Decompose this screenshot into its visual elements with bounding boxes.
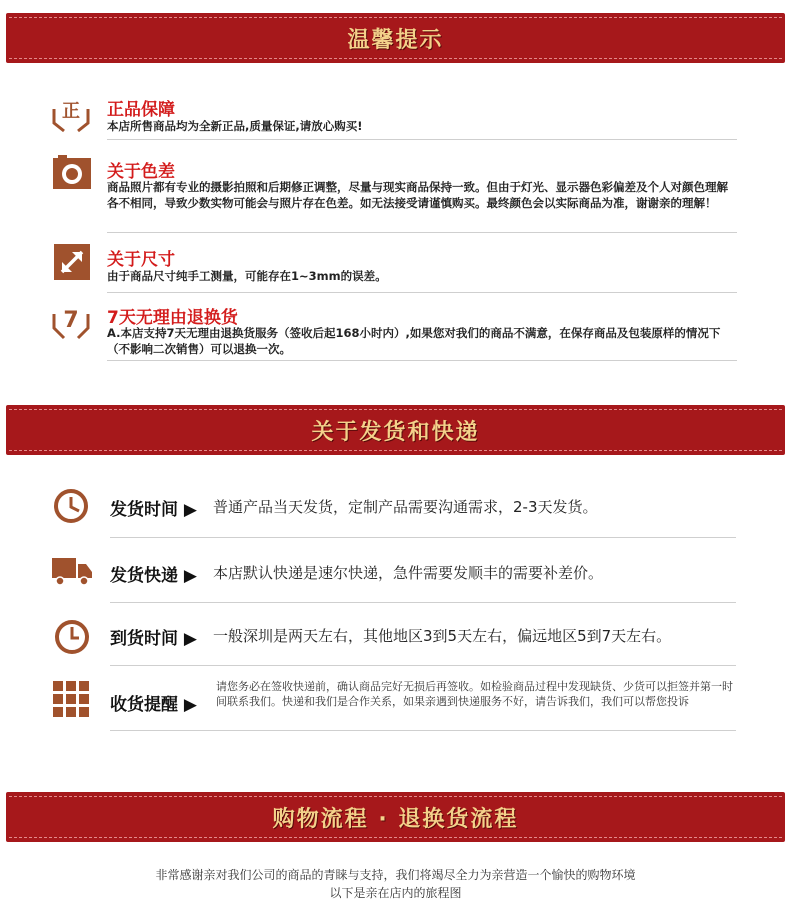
- shipping-banner-title: 关于发货和快递: [311, 420, 480, 445]
- shipping-text-dispatch: 普通产品当天发货，定制产品需要沟通需求，2-3天发货。: [213, 498, 598, 516]
- flow-banner: [6, 792, 785, 842]
- divider: [107, 360, 737, 361]
- notice-title-return: 7天无理由退换货: [107, 308, 238, 328]
- shipping-label-dispatch: 发货时间 ▶: [110, 500, 197, 520]
- camera-icon: [52, 154, 92, 190]
- resize-arrow-icon: [54, 244, 90, 280]
- shipping-banner: [6, 405, 785, 455]
- divider: [110, 537, 736, 538]
- flow-banner-title: 购物流程 · 退换货流程: [272, 807, 519, 832]
- notice-banner: [6, 13, 785, 63]
- notice-banner-title: 温馨提示: [347, 28, 444, 53]
- divider: [110, 730, 736, 731]
- shipping-text-receipt: 请您务必在签收快递前，确认商品完好无损后再签收。如检验商品过程中发现缺货、少货可以拒签并第一时间联系我们。快递和我们是合作关系，如果亲遇到快递服务不好，请告诉我们，我们可以帮您投诉: [216, 680, 733, 708]
- notice-text-color: 商品照片都有专业的摄影拍照和后期修正调整，尽量与现实商品保持一致。但由于灯光、显示器色彩偏差及个人对颜色理解各不相同，导致少数实物可能会与照片存在色差。如无法接受请谨慎购买。最终颜色会以实际商品为准，谢谢亲的理解！: [107, 180, 728, 210]
- genuine-hands-icon: [50, 95, 92, 133]
- notice-text-size: 由于商品尺寸纯手工测量，可能存在1~3mm的误差。: [107, 269, 387, 283]
- notice-title-genuine: 正品保障: [107, 100, 175, 120]
- notice-text-genuine: 本店所售商品均为全新正品,质量保证,请放心购买!: [107, 119, 363, 133]
- grid-icon: [53, 681, 89, 717]
- divider: [107, 139, 737, 140]
- svg-text:正: 正: [62, 101, 80, 122]
- shipping-label-receipt: 收货提醒 ▶: [110, 695, 197, 715]
- divider: [107, 292, 737, 293]
- notice-title-color: 关于色差: [107, 162, 175, 182]
- shipping-text-courier: 本店默认快递是速尔快递，急件需要发顺丰的需要补差价。: [213, 564, 604, 582]
- divider: [107, 232, 737, 233]
- shipping-label-courier: 发货快递 ▶: [110, 566, 197, 586]
- footer-thanks: 非常感谢亲对我们公司的商品的青睐与支持，我们将竭尽全力为亲营造一个愉快的购物环境: [155, 868, 636, 882]
- shipping-label-arrival: 到货时间 ▶: [110, 629, 197, 649]
- notice-text-return: A.本店支持7天无理由退换货服务（签收后起168小时内）,如果您对我们的商品不满意，在保存商品及包装原样的情况下（不影响二次销售）可以退换一次。: [107, 326, 721, 356]
- footer-journey: 以下是亲在店内的旅程图: [329, 886, 462, 900]
- seven-days-hands-icon: [50, 302, 92, 340]
- shipping-text-arrival: 一般深圳是两天左右，其他地区3到5天左右，偏远地区5到7天左右。: [213, 627, 672, 645]
- divider: [110, 665, 736, 666]
- clock-icon: [53, 618, 91, 656]
- truck-icon: [52, 556, 92, 586]
- svg-text:7: 7: [63, 308, 79, 333]
- notice-title-size: 关于尺寸: [107, 250, 175, 270]
- clock-icon: [52, 487, 90, 525]
- divider: [110, 602, 736, 603]
